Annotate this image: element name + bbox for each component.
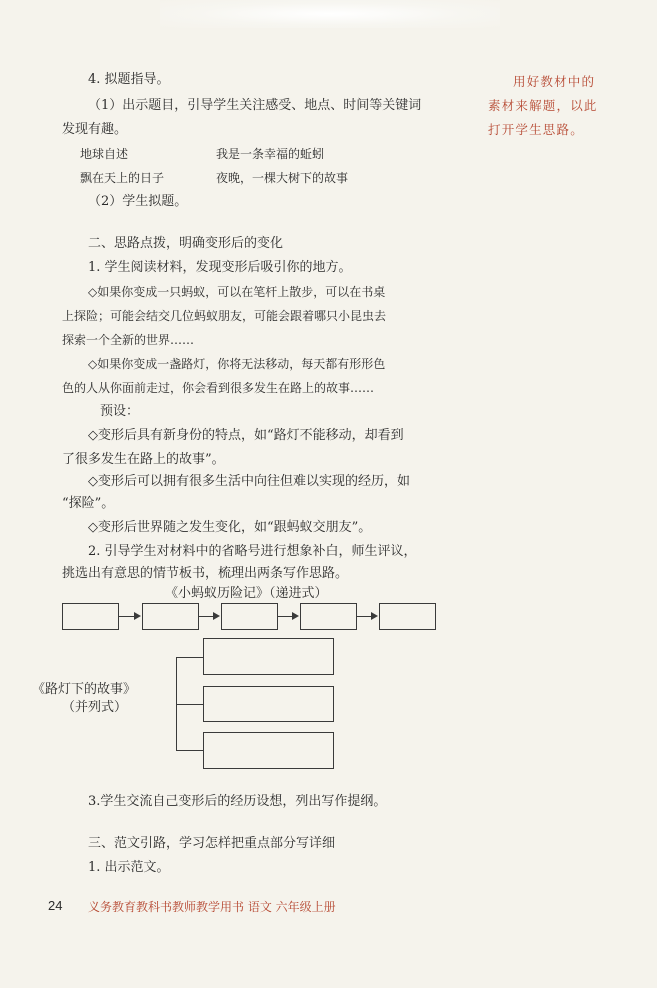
bracket-branch-3 [176, 750, 203, 751]
parallel-box-3 [203, 732, 334, 769]
margin-note-line2: 素材来解题，以此 [488, 98, 598, 113]
title-example-2: 我是一条幸福的蚯蚓 [216, 147, 325, 161]
quote1-line3: 探索一个全新的世界…… [62, 333, 195, 347]
section-three-item1: 1. 出示范文。 [88, 860, 170, 875]
section4-heading: 4. 拟题指导。 [88, 72, 170, 87]
quote1-line2: 上探险；可能会结交几位蚂蚁朋友，可能会跟着哪只小昆虫去 [62, 309, 387, 323]
answer2-line2: “探险”。 [62, 496, 115, 511]
flow-box-1 [62, 603, 119, 630]
parallel-box-2 [203, 686, 334, 722]
section-two-item3: 3.学生交流自己变形后的经历设想，列出写作提纲。 [88, 794, 387, 809]
answer3: ◇变形后世界随之发生变化，如“跟蚂蚁交朋友”。 [88, 520, 372, 535]
section-two-item2-line1: 2. 引导学生对材料中的省略号进行想象补白，师生评议， [88, 544, 417, 559]
flow-box-3 [221, 603, 278, 630]
preset-label: 预设： [100, 404, 140, 419]
flow-box-5 [379, 603, 436, 630]
section4-p2: （2）学生拟题。 [88, 194, 188, 209]
answer1-line2: 了很多发生在路上的故事”。 [62, 452, 225, 467]
arrow-right-icon [213, 612, 220, 620]
quote2-line1: ◇如果你变成一盏路灯，你将无法移动，每天都有形形色 [88, 357, 386, 371]
bracket-branch-1 [176, 657, 203, 658]
bracket-branch-2 [176, 704, 203, 705]
arrow-right-icon [292, 612, 299, 620]
title-example-1: 地球自述 [80, 147, 129, 161]
quote2-line2: 色的人从你面前走过，你会看到很多发生在路上的故事…… [62, 381, 375, 395]
diagram1-title: 《小蚂蚁历险记》（递进式） [165, 586, 328, 601]
margin-note-line1: 用好教材中的 [513, 74, 596, 89]
diagram2-subtitle: （并列式） [62, 700, 128, 715]
flow-box-4 [300, 603, 357, 630]
section-two-item1: 1. 学生阅读材料，发现变形后吸引你的地方。 [88, 260, 352, 275]
margin-note-line3: 打开学生思路。 [488, 122, 584, 137]
answer2-line1: ◇变形后可以拥有很多生活中向往但难以实现的经历，如 [88, 474, 410, 489]
page-number: 24 [48, 898, 63, 913]
diagram2-title: 《路灯下的故事》 [32, 682, 137, 697]
title-example-4: 夜晚，一棵大树下的故事 [216, 171, 349, 185]
section-three-heading: 三、范文引路，学习怎样把重点部分写详细 [88, 836, 336, 851]
answer1-line1: ◇变形后具有新身份的特点，如“路灯不能移动，却看到 [88, 428, 404, 443]
flow-arrow-1 [119, 616, 135, 617]
flow-arrow-4 [357, 616, 372, 617]
section4-p1-line1: （1）出示题目，引导学生关注感受、地点、时间等关键词 [88, 98, 422, 113]
arrow-right-icon [371, 612, 378, 620]
section4-p1-line2: 发现有趣。 [62, 122, 128, 137]
parallel-box-1 [203, 638, 334, 675]
flow-arrow-2 [199, 616, 214, 617]
section-two-heading: 二、思路点拨，明确变形后的变化 [88, 236, 284, 251]
arrow-right-icon [134, 612, 141, 620]
quote1-line1: ◇如果你变成一只蚂蚁，可以在笔杆上散步，可以在书桌 [88, 285, 386, 299]
title-example-3: 飘在天上的日子 [80, 171, 165, 185]
top-light-glare [160, 0, 500, 28]
flow-arrow-3 [278, 616, 293, 617]
flow-box-2 [142, 603, 199, 630]
book-title-footer: 义务教育教科书教师教学用书 语文 六年级上册 [88, 900, 336, 914]
section-two-item2-line2: 挑选出有意思的情节板书，梳理出两条写作思路。 [62, 566, 349, 581]
